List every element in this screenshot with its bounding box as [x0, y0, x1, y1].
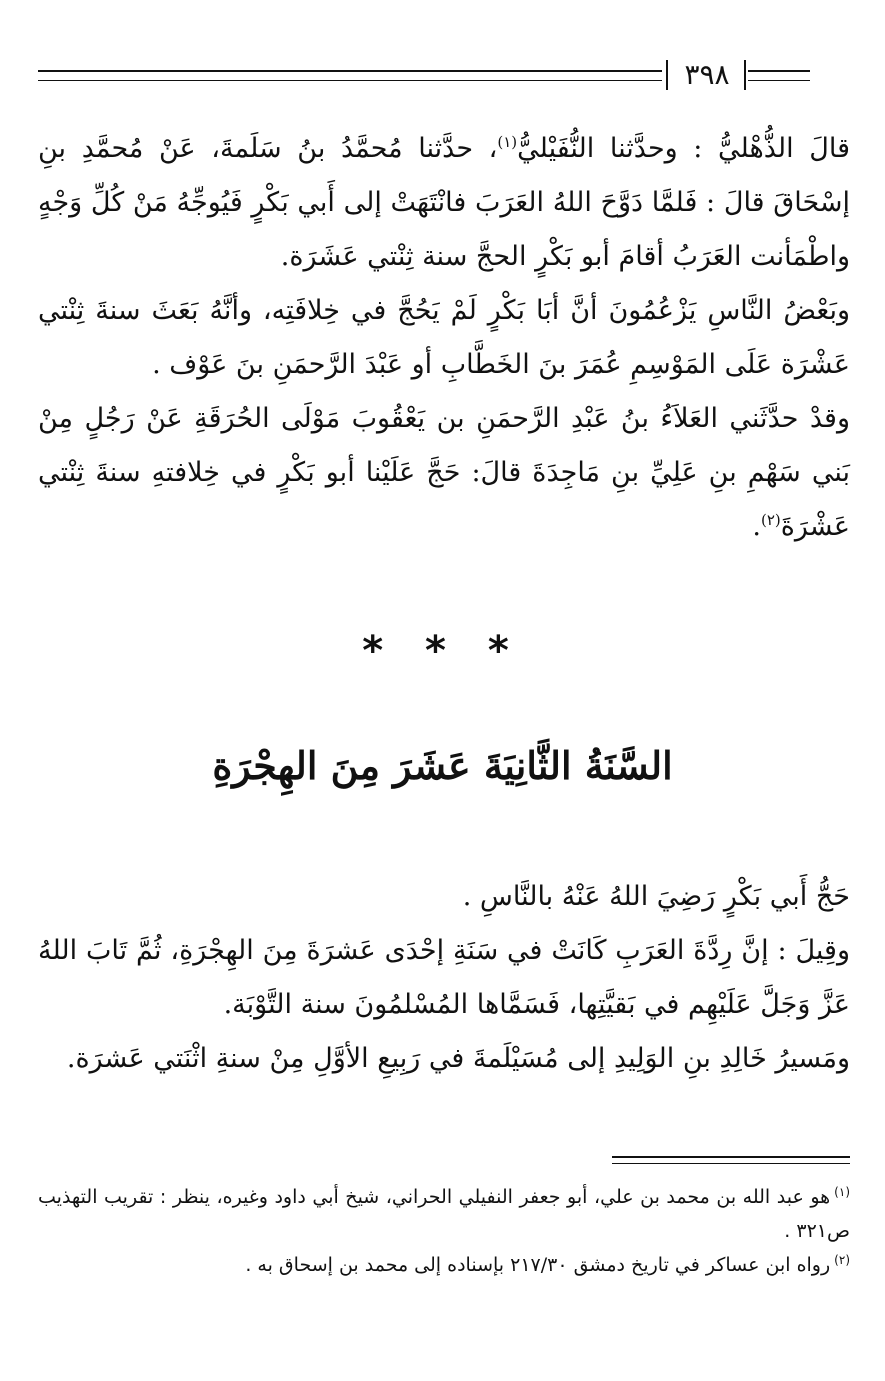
footnote — [38, 1180, 850, 1248]
section-heading: السَّنَةُ الثَّانِيَةَ عَشَرَ مِنَ الهِجْرَةِ — [212, 743, 673, 788]
paragraph — [38, 392, 850, 554]
header-rule-left — [38, 70, 662, 81]
header-bar — [744, 60, 746, 90]
header-rule-right — [748, 70, 810, 81]
paragraph-text: وبَعْضُ النَّاسِ يَزْعُمُونَ أنَّ أبَا بَكْرٍ لَمْ يَحُجَّ في خِلافَتِه، وأنَّهُ بَعَثَ سنةَ ثِنْتي عَشْرَة عَلَى المَوْسِمِ عُمَرَ بنَ الخَطَّابِ أو عَبْدَ الرَّحمَنِ بنَ عَوْف . — [38, 295, 850, 380]
paragraph — [38, 284, 850, 392]
paragraph — [38, 122, 850, 284]
footnotes — [38, 1180, 850, 1282]
paragraph-text: وقدْ حدَّثَني العَلاَءُ بنُ عَبْدِ الرَّحمَنِ بن يَعْقُوبَ مَوْلَى الحُرَقَةِ عَنْ رَجُلٍ مِنْ بَني سَهْمِ بنِ عَلِيِّ بنِ مَاجِدَةَ قالَ: حَجَّ عَلَيْنا أبو بَكْرٍ في خِلافتهِ سنةَ ثِنْتي عَشْرَةَ — [38, 403, 850, 542]
footnote-number: (١) — [834, 1184, 850, 1199]
footnote-ref: (١) — [497, 133, 518, 151]
section-separator: * * * — [362, 628, 523, 674]
footnote — [38, 1248, 850, 1282]
paragraph-text: ، حدَّثنا مُحمَّدُ بنُ سَلَمةَ، عَنْ مُحمَّدِ بنِ إسْحَاقَ قالَ : فَلمَّا دَوَّحَ اللهُ العَرَبَ فانْتَهَتْ إلى أَبي بَكْرٍ فَيُوجِّهُ مَنْ كُلِّ وَجْهٍ واطْمَأنت العَرَبُ أقامَ أبو بَكْرٍ الحجَّ سنة ثِنْتي عَشَرَة. — [38, 133, 850, 272]
body-text-top — [38, 122, 850, 554]
footnote-ref: (٢) — [760, 511, 781, 529]
footnote-rule — [612, 1156, 850, 1164]
page-number: ٣٩٨ — [684, 58, 730, 91]
paragraph: ومَسيرُ خَالِدِ بنِ الوَلِيدِ إلى مُسَيْلَمةَ في رَبِيعِ الأوَّلِ مِنْ سنةِ اثْنَتي عَشرَة. — [66, 1043, 850, 1074]
footnote-text: رواه ابن عساكر في تاريخ دمشق ٢١٧/٣٠ بإسناده إلى محمد بن إسحاق به . — [245, 1254, 831, 1276]
paragraph-text: قالَ الذُّهْليُّ : وحدَّثنا النُّفَيْليُّ — [517, 133, 850, 164]
footnote-number: (٢) — [834, 1252, 850, 1267]
body-text-bottom — [38, 870, 850, 1086]
header-bar — [666, 60, 668, 90]
paragraph-text: . — [752, 511, 761, 542]
footnote-text: هو عبد الله بن محمد بن علي، أبو جعفر النفيلي الحراني، شيخ أبي داود وغيره، ينظر : تقريب التهذيب ص٣٢١ . — [38, 1186, 850, 1242]
paragraph: وقِيلَ : إنَّ رِدَّةَ العَرَبِ كَانَتْ في سَنَةِ إحْدَى عَشرَةَ مِنَ الهِجْرَةِ، ثُمَّ تَابَ اللهُ عَزَّ وَجَلَّ عَلَيْهِم في بَقيَّتِها، فَسَمَّاها المُسْلمُونَ سنة التَّوْبَة. — [38, 935, 850, 1020]
paragraph: حَجُّ أَبي بَكْرٍ رَضِيَ اللهُ عَنْهُ بالنَّاسِ . — [462, 881, 850, 912]
